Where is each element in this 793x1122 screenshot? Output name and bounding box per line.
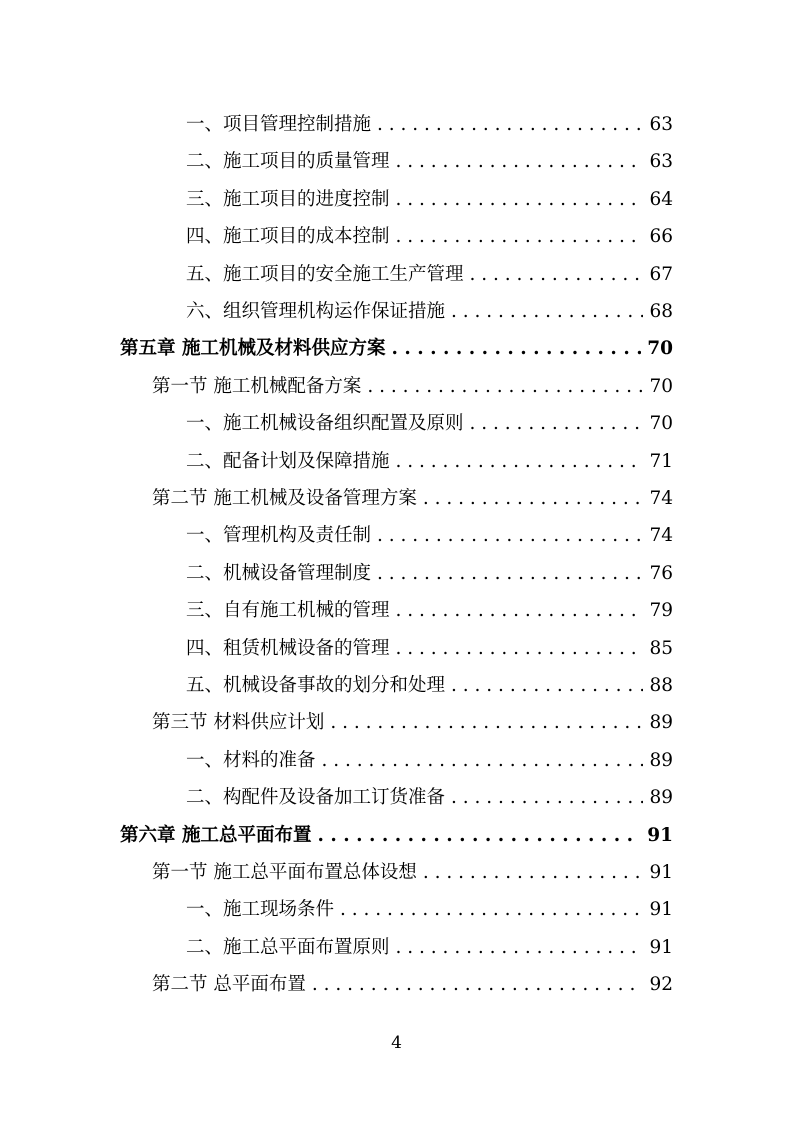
toc-entry-page: 89	[649, 712, 673, 734]
dot-leader	[391, 337, 641, 361]
dot-leader	[367, 375, 643, 399]
toc-entry-title: 第一节 施工总平面布置总体设想	[152, 862, 417, 883]
toc-entry-item[interactable]	[186, 101, 673, 137]
toc-entry-page: 63	[649, 151, 673, 173]
toc-entry-sec[interactable]	[152, 849, 673, 885]
toc-entry-title: 第二节 总平面布置	[152, 974, 306, 996]
dot-leader	[396, 599, 643, 623]
toc-entry-page: 70	[649, 413, 673, 435]
toc-entry-title: 四、施工项目的成本控制	[186, 226, 390, 248]
dot-leader	[377, 524, 643, 548]
toc-entry-title: 三、施工项目的进度控制	[186, 188, 390, 210]
toc-entry-page: 67	[649, 263, 673, 285]
dot-leader	[451, 786, 643, 810]
dot-leader	[451, 674, 643, 698]
toc-entry-item[interactable]	[186, 737, 673, 773]
dot-leader	[377, 562, 643, 586]
toc-entry-item[interactable]	[186, 924, 673, 960]
toc-entry-title: 六、组织管理机构运作保证措施	[186, 301, 446, 322]
toc-entry-page: 89	[649, 787, 673, 809]
toc-entry-title: 一、项目管理控制措施	[186, 114, 372, 135]
toc-entry-item[interactable]	[186, 438, 673, 474]
toc-entry-title: 一、管理机构及责任制	[186, 525, 372, 547]
dot-leader	[423, 487, 643, 511]
dot-leader	[470, 263, 643, 287]
toc-entry-title: 二、构配件及设备加工订货准备	[186, 787, 446, 809]
toc-entry-item[interactable]	[186, 587, 673, 623]
toc-entry-item[interactable]	[186, 512, 673, 548]
page-number: 4	[391, 1033, 402, 1053]
toc-entry-item[interactable]	[186, 138, 673, 174]
toc-entry-page: 88	[649, 675, 673, 696]
dot-leader	[396, 225, 643, 249]
toc-entry-item[interactable]	[186, 288, 673, 324]
toc-entry-item[interactable]	[186, 176, 673, 212]
dot-leader	[451, 300, 643, 324]
dot-leader	[396, 150, 643, 174]
dot-leader	[340, 898, 643, 922]
toc-entry-page: 91	[649, 862, 673, 883]
toc-entry-title: 二、施工总平面布置原则	[186, 936, 390, 958]
toc-entry-chap[interactable]	[120, 325, 673, 361]
toc-entry-title: 一、施工机械设备组织配置及原则	[186, 413, 464, 435]
toc-entry-item[interactable]	[186, 400, 673, 436]
toc-entry-page: 74	[649, 525, 673, 547]
toc-entry-sec[interactable]	[152, 961, 673, 997]
toc-entry-page: 68	[649, 301, 673, 322]
toc-entry-page: 91	[649, 936, 673, 958]
dot-leader	[322, 749, 643, 773]
toc-entry-sec[interactable]	[152, 363, 673, 399]
dot-leader	[330, 711, 643, 735]
toc-entry-page: 85	[649, 637, 673, 659]
toc-entry-page: 70	[649, 375, 673, 397]
toc-entry-page: 63	[649, 114, 673, 135]
toc-entry-item[interactable]	[186, 213, 673, 249]
toc-entry-title: 五、机械设备事故的划分和处理	[186, 675, 446, 696]
toc-entry-title: 第一节 施工机械配备方案	[152, 375, 362, 397]
toc-entry-chap[interactable]	[120, 812, 673, 848]
dot-leader	[317, 824, 641, 848]
toc-entry-page: 92	[649, 974, 673, 996]
toc-entry-sec[interactable]	[152, 699, 673, 735]
toc-entry-page: 91	[647, 824, 673, 846]
toc-entry-item[interactable]	[186, 625, 673, 661]
dot-leader	[377, 113, 643, 137]
toc-entry-page: 91	[649, 899, 673, 921]
toc-entry-page: 66	[649, 226, 673, 248]
toc-entry-page: 79	[649, 600, 673, 622]
toc-entry-title: 一、材料的准备	[186, 749, 316, 771]
toc-entry-title: 二、施工项目的质量管理	[186, 151, 390, 173]
toc-entry-page: 64	[649, 188, 673, 210]
toc-entry-sec[interactable]	[152, 475, 673, 511]
dot-leader	[396, 450, 643, 474]
toc-entry-page: 70	[647, 338, 673, 360]
toc-entry-item[interactable]	[186, 251, 673, 287]
toc-entry-title: 第六章 施工总平面布置	[120, 824, 312, 846]
toc-entry-title: 第五章 施工机械及材料供应方案	[120, 338, 386, 360]
dot-leader	[396, 936, 643, 960]
toc-entry-item[interactable]	[186, 662, 673, 698]
toc-entry-page: 71	[649, 450, 673, 472]
toc-entry-title: 二、机械设备管理制度	[186, 562, 372, 584]
toc-entry-title: 第三节 材料供应计划	[152, 712, 325, 734]
toc-entry-title: 第二节 施工机械及设备管理方案	[152, 488, 417, 509]
toc-entry-title: 四、租赁机械设备的管理	[186, 637, 390, 659]
toc-entry-item[interactable]	[186, 550, 673, 586]
toc-entry-title: 二、配备计划及保障措施	[186, 450, 390, 472]
toc-entry-page: 89	[649, 749, 673, 771]
dot-leader	[470, 412, 643, 436]
dot-leader	[423, 861, 643, 885]
toc-entry-page: 74	[649, 488, 673, 509]
toc-entry-item[interactable]	[186, 774, 673, 810]
dot-leader	[312, 973, 643, 997]
toc-entry-title: 三、自有施工机械的管理	[186, 600, 390, 622]
dot-leader	[396, 188, 643, 212]
toc-entry-title: 五、施工项目的安全施工生产管理	[186, 263, 464, 285]
toc-entry-title: 一、施工现场条件	[186, 899, 335, 921]
toc-entry-item[interactable]	[186, 886, 673, 922]
toc-entry-page: 76	[649, 562, 673, 584]
dot-leader	[396, 637, 643, 661]
